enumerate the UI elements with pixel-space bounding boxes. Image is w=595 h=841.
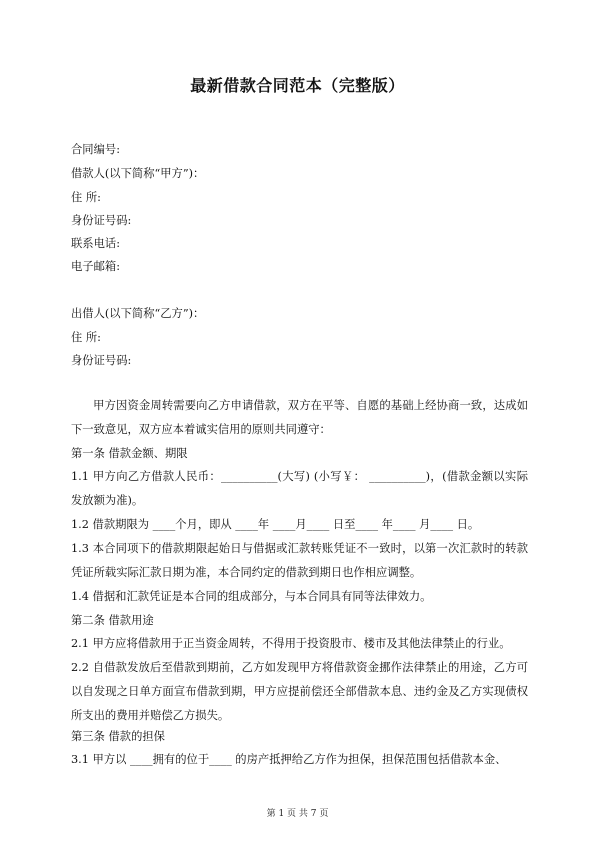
lender-id-label: 身份证号码: <box>71 354 132 367</box>
article-1-heading: 第一条 借款金额、期限 <box>71 447 188 460</box>
borrower-address-label: 住 所: <box>71 191 101 204</box>
article-2-heading: 第二条 借款用途 <box>71 614 154 627</box>
contract-number-label: 合同编号: <box>71 143 120 156</box>
document-title: 最新借款合同范本（完整版） <box>190 76 405 95</box>
clause-1-3: 1.3 本合同项下的借款期限起始日与借据或汇款转账凭证不一致时，以第一次汇款时的转款凭证所载实际汇款日期为准，本合同约定的借款到期日也作相应调整。 <box>71 542 528 579</box>
borrower-email-label: 电子邮箱: <box>71 260 120 273</box>
intro-paragraph <box>71 394 528 442</box>
lender-address-label: 住 所: <box>71 331 101 344</box>
clause-2-1: 2.1 甲方应将借款用于正当资金周转，不得用于投资股市、楼市及其他法律禁止的行业。 <box>71 637 511 650</box>
page-footer: 第 1 页 共 7 页 <box>266 809 329 819</box>
clause-2-2: 2.2 自借款发放后至借款到期前，乙方如发现甲方将借款资金挪作法律禁止的用途，乙方可以自发现之日单方面宣布借款到期，甲方应提前偿还全部借款本息、违约金及乙方实现债权所支出的费用并赔偿乙方损失。 <box>71 661 528 722</box>
article-3-heading: 第三条 借款的担保 <box>71 730 165 743</box>
lender-label: 出借人(以下简称“乙方”)： <box>71 307 205 320</box>
clause-1-2: 1.2 借款期限为 ____个月，即从 ____年 ____月____ 日至____ 年____ 月____ 日。 <box>71 518 480 531</box>
borrower-phone-label: 联系电话: <box>71 237 120 250</box>
clause-3-1: 3.1 甲方以 ____拥有的位于____ 的房产抵押给乙方作为担保，担保范围包括借款本金、 <box>71 753 507 766</box>
clause-1-1: 1.1 甲方向乙方借款人民币：__________(大写) (小写￥： __________)，(借款金额以实际发放额为准)。 <box>71 470 528 507</box>
intro-text: 甲方因资金周转需要向乙方申请借款，双方在平等、自愿的基础上经协商一致，达成如下一致意见，双方应本着诚实信用的原则共同遵守： <box>71 399 528 436</box>
borrower-id-label: 身份证号码: <box>71 214 132 227</box>
borrower-label: 借款人(以下简称“甲方”)： <box>71 167 205 180</box>
clause-1-4: 1.4 借据和汇款凭证是本合同的组成部分，与本合同具有同等法律效力。 <box>71 590 432 603</box>
